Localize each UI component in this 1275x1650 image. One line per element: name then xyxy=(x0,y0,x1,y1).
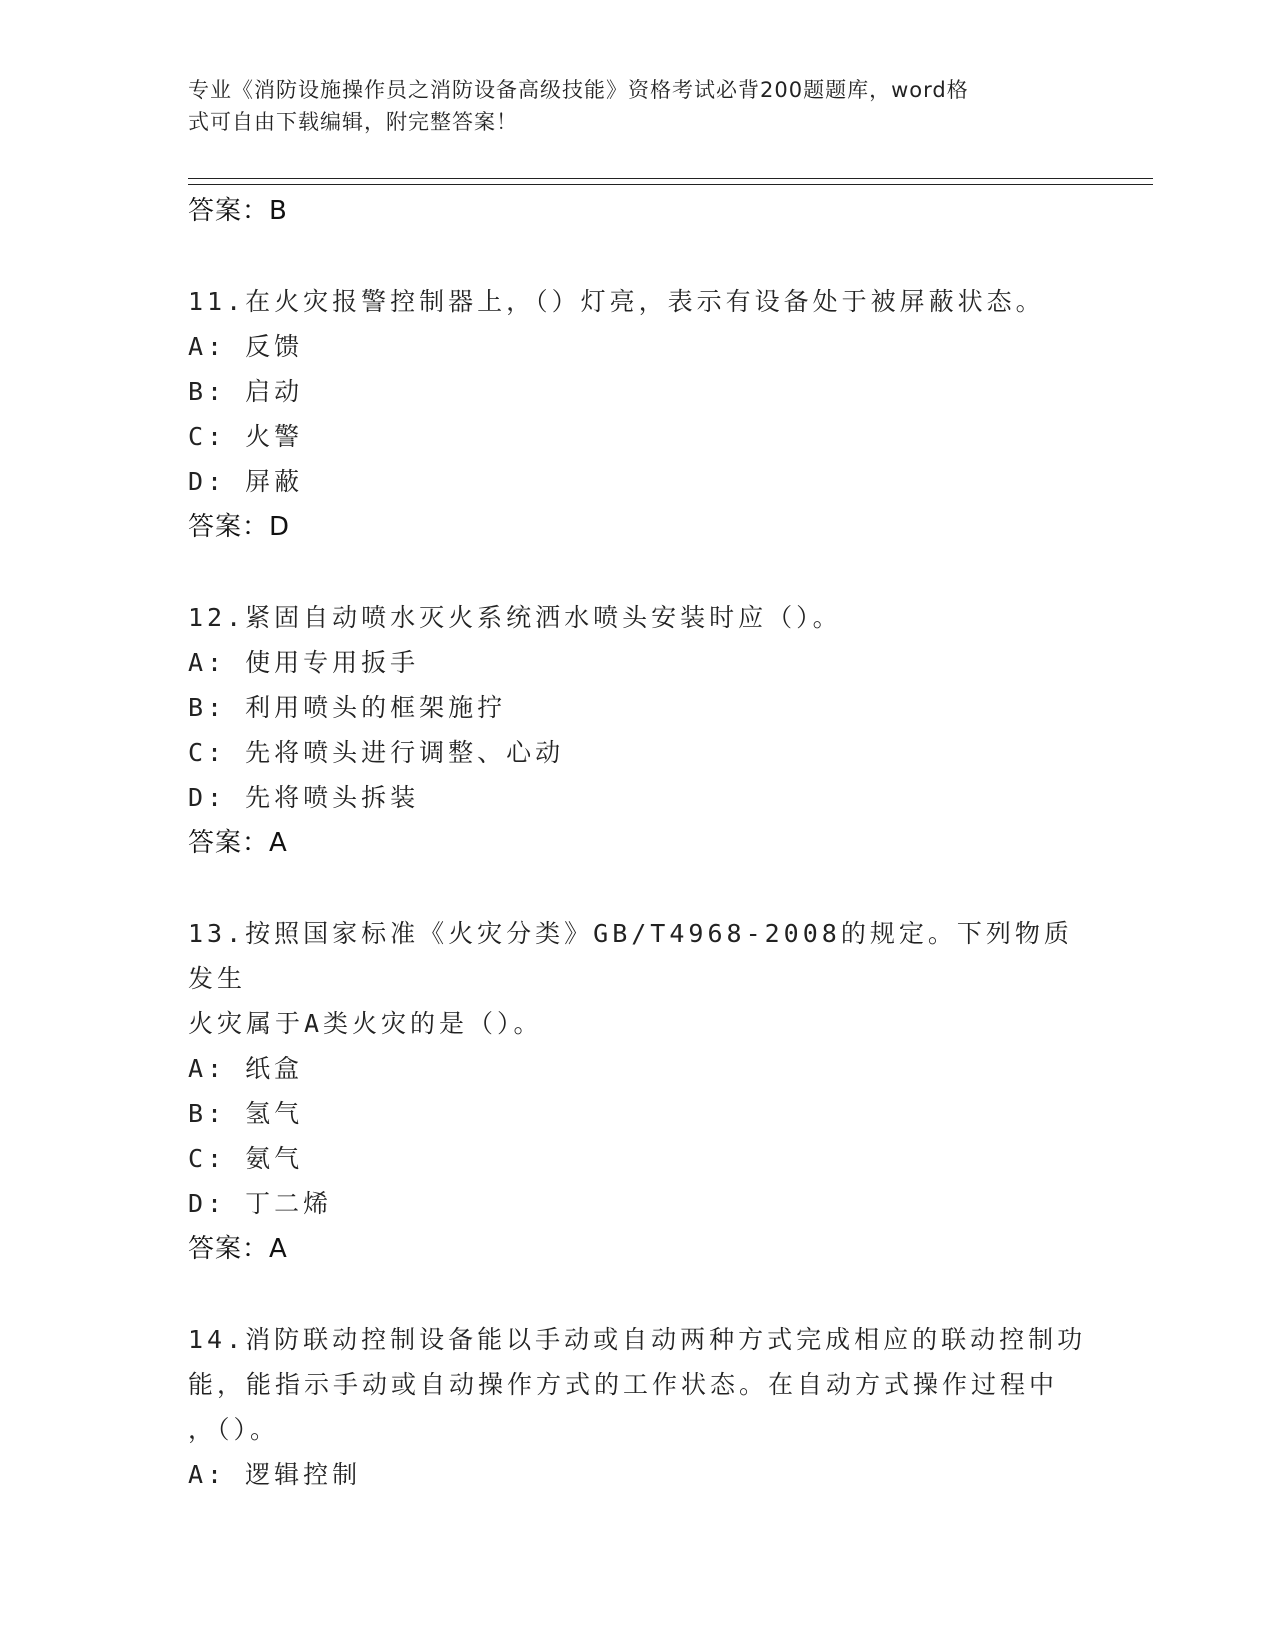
option-label: B: xyxy=(188,1099,227,1128)
option-item xyxy=(188,640,1088,685)
question-stem-line: 14.消防联动控制设备能以手动或自动两种方式完成相应的联动控制功 xyxy=(188,1325,1087,1354)
option-label: A: xyxy=(188,332,227,361)
option-label: D: xyxy=(188,783,227,812)
option-text: 氢气 xyxy=(245,1099,304,1128)
option-item xyxy=(188,1046,1088,1091)
question-stem-line: ，（）。 xyxy=(188,1415,280,1444)
question-gap xyxy=(188,550,1088,595)
page-header xyxy=(188,74,1068,138)
question-stem-line: 13.按照国家标准《火灾分类》GB/T4968-2008的规定。下列物质发生 xyxy=(188,919,1073,993)
option-text: 屏蔽 xyxy=(245,467,304,496)
option-item xyxy=(188,369,1088,414)
option-item xyxy=(188,324,1088,369)
header-line-1: 专业《消防设施操作员之消防设备高级技能》资格考试必背200题题库，word格 xyxy=(188,78,969,102)
option-text: 先将喷头拆装 xyxy=(245,783,420,812)
question-stem-line: 能，能指示手动或自动操作方式的工作状态。在自动方式操作过程中 xyxy=(188,1370,1059,1399)
question-block xyxy=(188,595,1088,866)
option-text: 火警 xyxy=(245,422,304,451)
option-label: C: xyxy=(188,1144,227,1173)
option-label: A: xyxy=(188,1460,227,1489)
option-text: 氨气 xyxy=(245,1144,304,1173)
option-label: B: xyxy=(188,377,227,406)
header-line-2: 式可自由下载编辑，附完整答案！ xyxy=(188,110,518,134)
answer-line: 答案：A xyxy=(188,828,288,858)
option-item xyxy=(188,414,1088,459)
option-text: 启动 xyxy=(245,377,304,406)
answer-line: 答案：B xyxy=(188,196,288,226)
option-item xyxy=(188,685,1088,730)
option-label: A: xyxy=(188,648,227,677)
option-label: C: xyxy=(188,738,227,767)
question-gap xyxy=(188,234,1088,279)
option-item xyxy=(188,1091,1088,1136)
option-label: A: xyxy=(188,1054,227,1083)
answer-line: 答案：D xyxy=(188,512,291,542)
header-divider-top xyxy=(188,178,1153,179)
question-list xyxy=(188,188,1088,1497)
option-label: D: xyxy=(188,1189,227,1218)
question-gap xyxy=(188,866,1088,911)
header-divider-bottom xyxy=(188,184,1153,185)
option-item xyxy=(188,775,1088,820)
option-item xyxy=(188,1452,1088,1497)
option-text: 逻辑控制 xyxy=(245,1460,362,1489)
option-text: 先将喷头进行调整、心动 xyxy=(245,738,565,767)
option-text: 反馈 xyxy=(245,332,304,361)
question-stem-line: 12.紧固自动喷水灭火系统洒水喷头安装时应（）。 xyxy=(188,603,842,632)
question-block xyxy=(188,911,1088,1272)
option-item xyxy=(188,1181,1088,1226)
option-label: D: xyxy=(188,467,227,496)
option-text: 纸盒 xyxy=(245,1054,304,1083)
question-gap xyxy=(188,1272,1088,1317)
question-block xyxy=(188,279,1088,550)
option-text: 丁二烯 xyxy=(245,1189,333,1218)
option-label: C: xyxy=(188,422,227,451)
question-block xyxy=(188,1317,1088,1497)
option-text: 使用专用扳手 xyxy=(245,648,420,677)
answer-line: 答案：A xyxy=(188,1234,288,1264)
option-label: B: xyxy=(188,693,227,722)
option-text: 利用喷头的框架施拧 xyxy=(245,693,507,722)
option-item xyxy=(188,459,1088,504)
option-item xyxy=(188,730,1088,775)
question-stem-line: 11.在火灾报警控制器上，（）灯亮，表示有设备处于被屏蔽状态。 xyxy=(188,287,1045,316)
option-item xyxy=(188,1136,1088,1181)
question-stem-line: 火灾属于A类火灾的是（）。 xyxy=(188,1009,543,1038)
